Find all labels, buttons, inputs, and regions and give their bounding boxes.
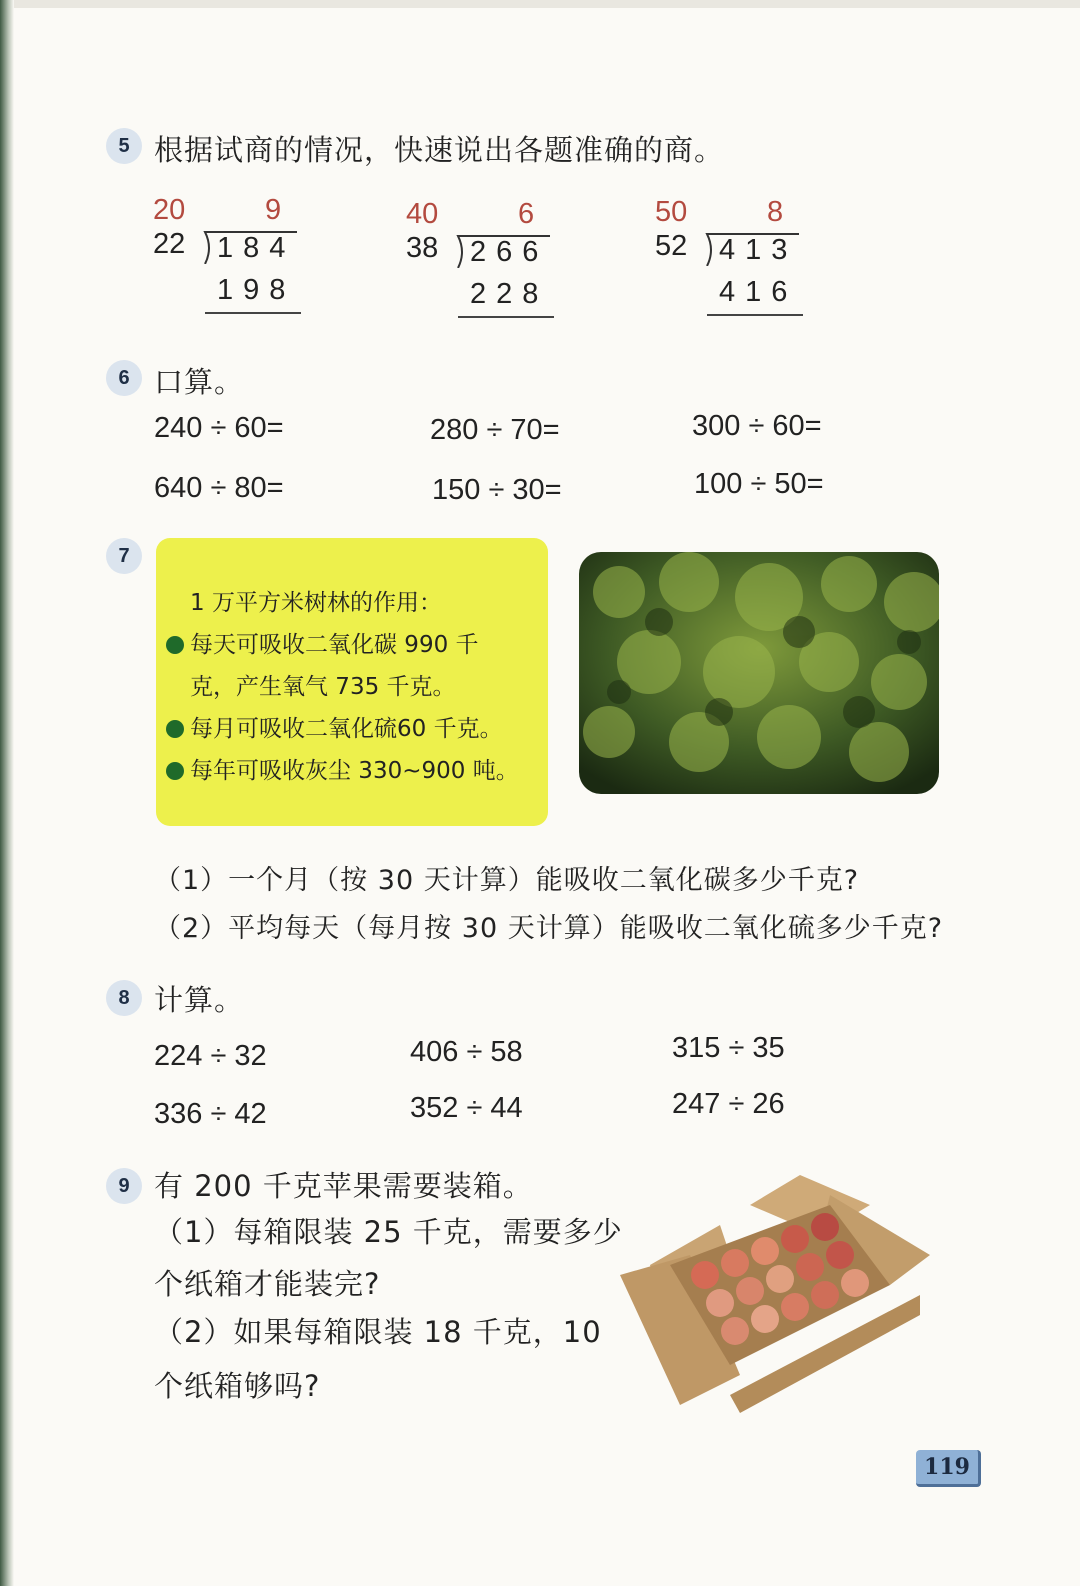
- question-5-badge: 5: [106, 128, 142, 164]
- question-9-badge: 9: [106, 1168, 142, 1204]
- division-exercise: 315 ÷ 35: [672, 1032, 785, 1064]
- question-8-prompt: 计算。: [154, 983, 245, 1017]
- divisor: 52: [655, 230, 688, 262]
- question-9-line: （1）每箱限装 25 千克，需要多少: [154, 1215, 623, 1249]
- bullet-icon: [166, 762, 184, 780]
- trial-quotient: 6: [518, 198, 535, 230]
- question-8-badge: 8: [106, 980, 142, 1016]
- trial-quotient: 9: [265, 194, 282, 226]
- long-division-2: [406, 198, 566, 328]
- question-7-badge: 7: [106, 538, 142, 574]
- forest-fact-line: 克，产生氧气 735 千克。: [190, 674, 456, 700]
- divisor: 38: [406, 232, 439, 264]
- dividend: 184: [217, 232, 296, 264]
- long-division-3: [655, 196, 815, 326]
- trial-product: 228: [470, 278, 549, 310]
- subtraction-line: [205, 312, 301, 314]
- division-exercise: 406 ÷ 58: [410, 1036, 523, 1068]
- division-exercise: 336 ÷ 42: [154, 1098, 267, 1130]
- trial-divisor: 20: [153, 194, 186, 226]
- mental-calc-item: 300 ÷ 60=: [692, 410, 822, 442]
- question-5-prompt: 根据试商的情况，快速说出各题准确的商。: [154, 133, 725, 167]
- division-exercise: 247 ÷ 26: [672, 1088, 785, 1120]
- division-exercise: 352 ÷ 44: [410, 1092, 523, 1124]
- question-9-prompt: 有 200 千克苹果需要装箱。: [154, 1169, 533, 1203]
- page-top-edge: [0, 0, 1080, 8]
- question-6-badge: 6: [106, 360, 142, 396]
- question-9-line: （2）如果每箱限装 18 千克，10: [154, 1315, 602, 1349]
- question-9-line: 个纸箱够吗?: [154, 1369, 321, 1403]
- long-division-1: [153, 194, 313, 324]
- trial-quotient: 8: [767, 196, 784, 228]
- apple-box-illustration: [620, 1165, 940, 1415]
- question-7-part-2: （2）平均每天（每月按 30 天计算）能吸收二氧化硫多少千克?: [154, 913, 944, 944]
- trial-product: 198: [217, 274, 296, 306]
- bullet-icon: [166, 636, 184, 654]
- forest-fact-line: 每天可吸收二氧化碳 990 千: [166, 626, 479, 659]
- forest-facts-box: [156, 538, 548, 826]
- question-6-prompt: 口算。: [154, 365, 245, 399]
- forest-photo: [579, 552, 939, 794]
- mental-calc-item: 280 ÷ 70=: [430, 414, 560, 446]
- book-spine-shadow: [0, 0, 14, 1586]
- mental-calc-item: 240 ÷ 60=: [154, 412, 284, 444]
- bullet-icon: [166, 720, 184, 738]
- division-exercise: 224 ÷ 32: [154, 1040, 267, 1072]
- forest-facts-title: 1 万平方米树林的作用：: [190, 590, 442, 616]
- question-9-line: 个纸箱才能装完?: [154, 1267, 381, 1301]
- trial-product: 416: [719, 276, 798, 308]
- dividend: 266: [470, 236, 549, 268]
- trial-divisor: 40: [406, 198, 439, 230]
- question-7-part-1: （1）一个月（按 30 天计算）能吸收二氧化碳多少千克?: [154, 865, 860, 896]
- mental-calc-item: 150 ÷ 30=: [432, 474, 562, 506]
- mental-calc-item: 640 ÷ 80=: [154, 472, 284, 504]
- subtraction-line: [458, 316, 554, 318]
- dividend: 413: [719, 234, 798, 266]
- trial-divisor: 50: [655, 196, 688, 228]
- forest-fact-line: 每月可吸收二氧化硫60 千克。: [166, 710, 503, 743]
- mental-calc-item: 100 ÷ 50=: [694, 468, 824, 500]
- page-number: 119: [916, 1450, 981, 1487]
- subtraction-line: [707, 314, 803, 316]
- divisor: 22: [153, 228, 186, 260]
- forest-fact-line: 每年可吸收灰尘 330~900 吨。: [166, 752, 519, 785]
